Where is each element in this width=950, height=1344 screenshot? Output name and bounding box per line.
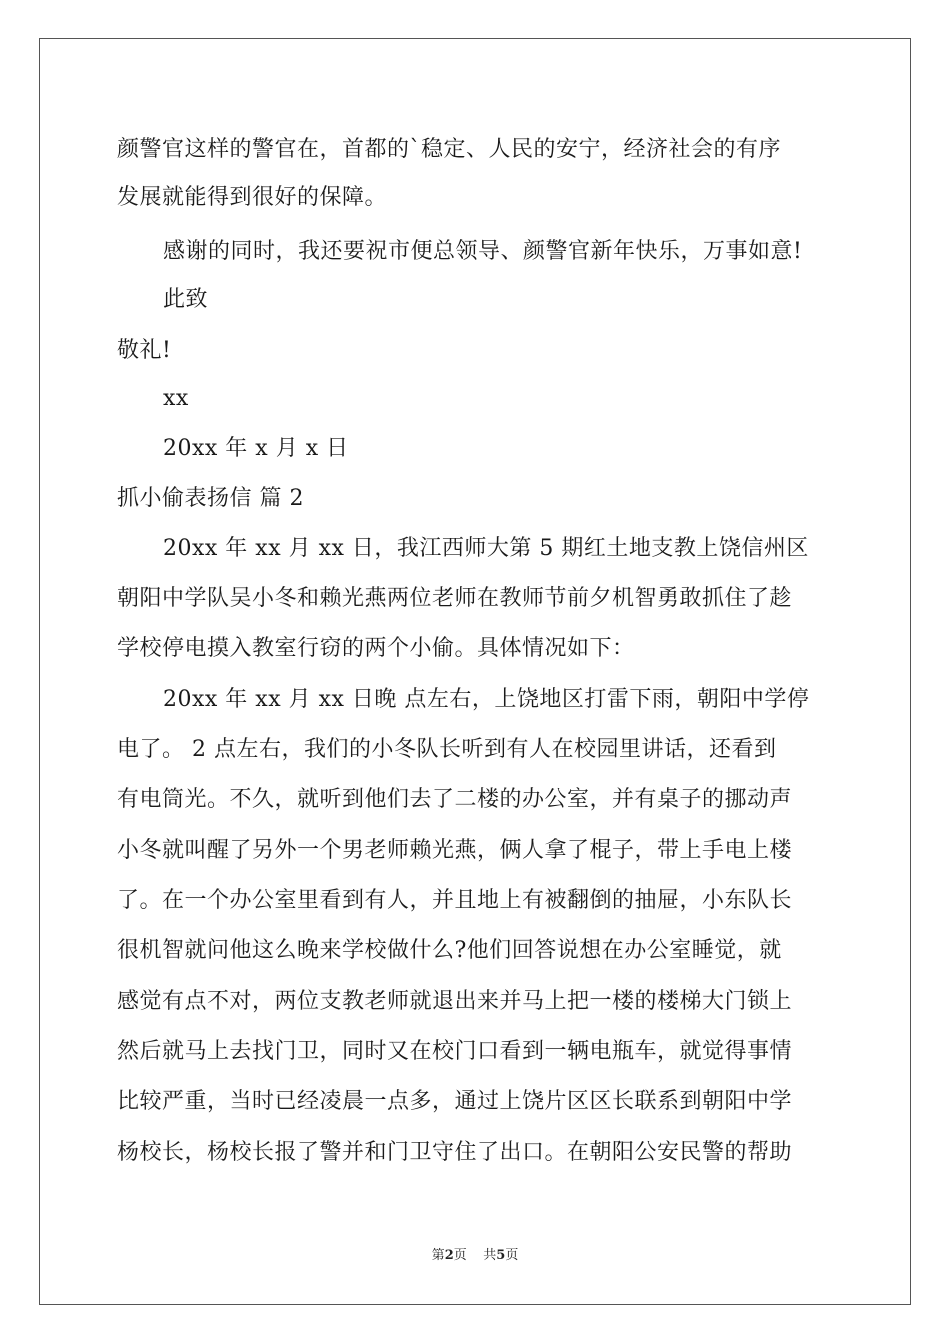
text-line: 感觉有点不对，两位支教老师就退出来并马上把一楼的楼梯大门锁上 [117, 989, 793, 1014]
text-line: 电了。 2 点左右，我们的小冬队长听到有人在校园里讲话，还看到 [117, 737, 777, 762]
page-total: 5 [496, 1248, 506, 1263]
section-heading: 抓小偷表扬信 篇 2 [117, 486, 304, 511]
text-line: 有电筒光。不久，就听到他们去了二楼的办公室，并有桌子的挪动声 [117, 787, 793, 812]
salutation-line: 此致 [163, 287, 209, 312]
page-suffix: 页 [505, 1248, 519, 1263]
text-line: 20xx 年 xx 月 xx 日晚 点左右，上饶地区打雷下雨，朝阳中学停 [163, 687, 810, 712]
text-line: 了。在一个办公室里看到有人，并且地上有被翻倒的抽屉，小东队长 [117, 888, 793, 913]
text-line: 很机智就问他这么晚来学校做什么?他们回答说想在办公室睡觉，就 [117, 938, 782, 963]
text-line: 20xx 年 xx 月 xx 日，我江西师大第 5 期红土地支教上饶信州区 [163, 536, 809, 561]
text-line: 颜警官这样的警官在，首都的`稳定、人民的安宁，经济社会的有序 [117, 137, 782, 162]
text-line: 然后就马上去找门卫，同时又在校门口看到一辆电瓶车，就觉得事情 [117, 1039, 793, 1064]
closing-line: 敬礼! [117, 338, 172, 363]
date-line: 20xx 年 x 月 x 日 [163, 436, 349, 461]
text-line: 感谢的同时，我还要祝市便总领导、颜警官新年快乐，万事如意! [163, 239, 803, 264]
text-line: 杨校长，杨校长报了警并和门卫守住了出口。在朝阳公安民警的帮助 [117, 1140, 793, 1165]
signature-line: xx [163, 386, 189, 411]
page-prefix: 第 [431, 1248, 445, 1263]
page-mid: 页 共 [453, 1248, 497, 1263]
text-line: 小冬就叫醒了另外一个男老师赖光燕，俩人拿了棍子，带上手电上楼 [117, 838, 793, 863]
page-current: 2 [444, 1248, 454, 1263]
text-line: 学校停电摸入教室行窃的两个小偷。具体情况如下： [117, 636, 635, 661]
page-footer [0, 1247, 950, 1265]
text-line: 比较严重，当时已经凌晨一点多，通过上饶片区区长联系到朝阳中学 [117, 1089, 793, 1114]
text-line: 发展就能得到很好的保障。 [117, 185, 388, 210]
text-line: 朝阳中学队吴小冬和赖光燕两位老师在教师节前夕机智勇敢抓住了趁 [117, 586, 793, 611]
